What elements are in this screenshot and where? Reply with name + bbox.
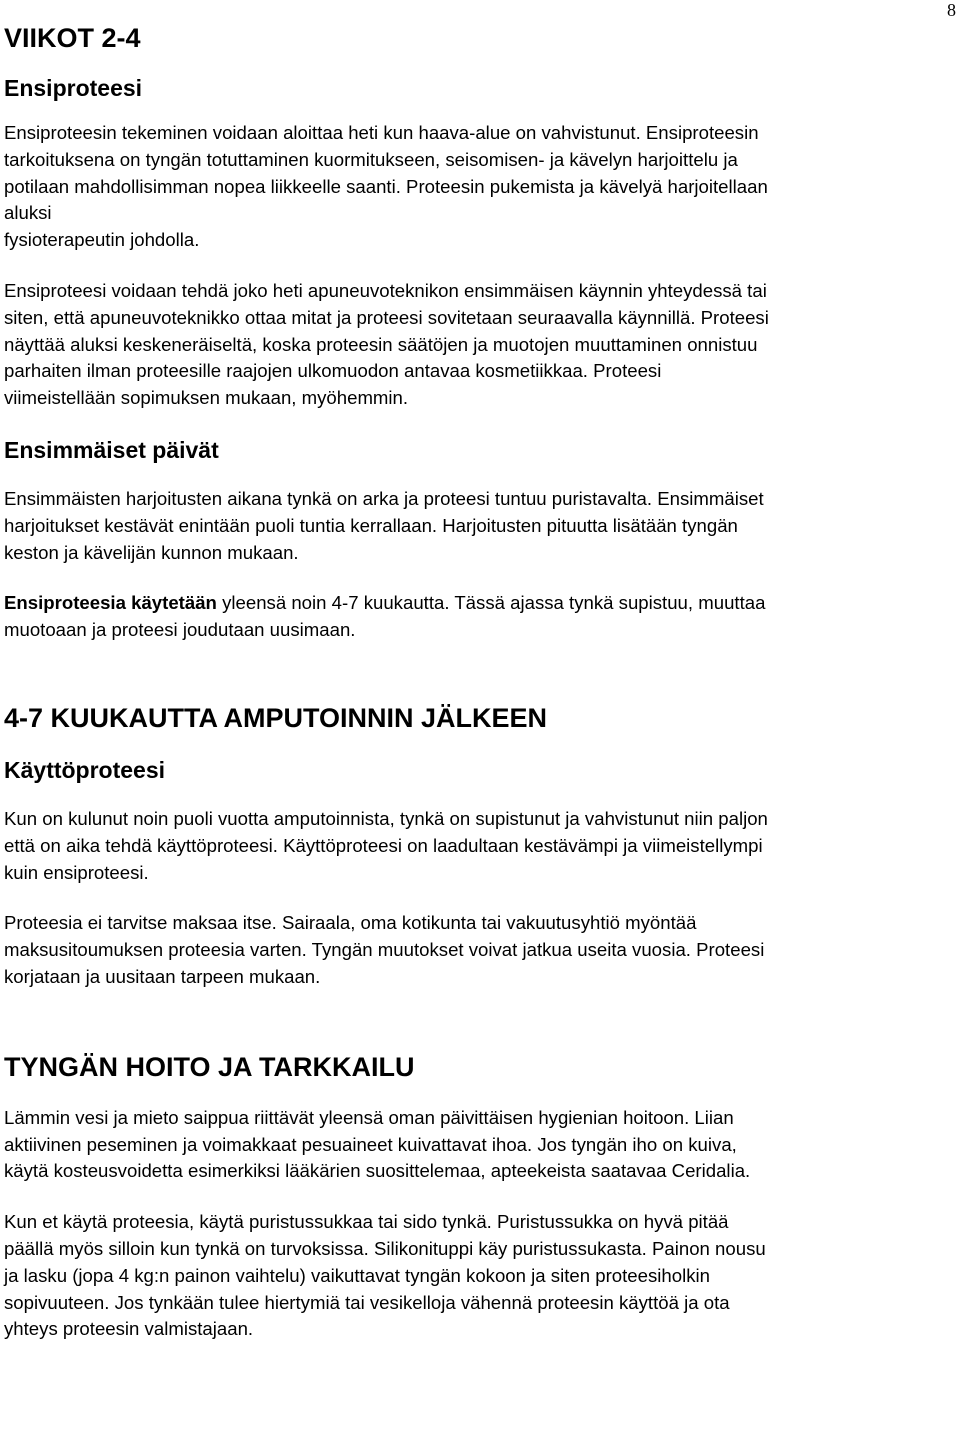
- heading-ensiproteesi: Ensiproteesi: [4, 75, 143, 101]
- paragraph-first-exercises: [4, 486, 956, 566]
- line: korjataan ja uusitaan tarpeen mukaan.: [4, 965, 321, 987]
- line: yleensä noin 4-7 kuukautta. Tässä ajassa tynkä supistuu, muuttaa: [216, 592, 766, 614]
- line: käytä kosteusvoidetta esimerkiksi lääkärien suosittelemaa, apteekeista saatavaa Ceridalia.: [4, 1160, 751, 1182]
- line: sopivuuteen. Jos tynkään tulee hiertymiä tai vesikelloja vähennä proteesin käyttöä ja ota: [4, 1291, 730, 1313]
- paragraph-payment: [4, 910, 956, 990]
- document-body: [4, 18, 956, 1343]
- line: Kun et käytä proteesia, käytä puristussukkaa tai sido tynkä. Puristussukka on hyvä pitää: [4, 1211, 729, 1233]
- line: parhaiten ilman proteesille raajojen ulkomuodon antavaa kosmetiikkaa. Proteesi: [4, 360, 662, 382]
- bold-term: Ensiproteesia: [4, 592, 126, 614]
- paragraph-kayttoproteesi: [4, 806, 956, 886]
- paragraph-ensiproteesi-duration: [4, 590, 956, 644]
- line: näyttää aluksi keskeneräiseltä, koska proteesin säätöjen ja muotojen muuttaminen onnistuu: [4, 333, 758, 355]
- line: kuin ensiproteesi.: [4, 861, 149, 883]
- line: ja lasku (jopa 4 kg:n painon vaihtelu) vaikuttavat tyngän kokoon ja siten proteesiholkin: [4, 1264, 710, 1286]
- line: Lämmin vesi ja mieto saippua riittävät yleensä oman päivittäisen hygienian hoitoon. Liian: [4, 1106, 734, 1128]
- line: Ensiproteesi voidaan tehdä joko heti apuneuvoteknikon ensimmäisen käynnin yhteydessä tai: [4, 279, 767, 301]
- line: tarkoituksena on tyngän totuttaminen kuormitukseen, seisomisen- ja kävelyn harjoittelu ja: [4, 148, 738, 170]
- line: viimeistellään sopimuksen mukaan, myöhemmin.: [4, 387, 409, 409]
- heading-kayttoproteesi: Käyttöproteesi: [4, 756, 166, 783]
- line: aluksi: [4, 202, 52, 224]
- paragraph-hygiene: [4, 1105, 956, 1185]
- heading-tyngan-hoito: TYNGÄN HOITO JA TARKKAILU: [4, 1051, 415, 1082]
- heading-ensimmaiset-paivat: Ensimmäiset päivät: [4, 436, 219, 463]
- line: Proteesia ei tarvitse maksaa itse. Sairaala, oma kotikunta tai vakuutusyhtiö myöntää: [4, 912, 697, 934]
- line: päällä myös silloin kun tynkä on turvoksissa. Silikonituppi käy puristussukasta. Painon nousu: [4, 1237, 766, 1259]
- line: potilaan mahdollisimman nopea liikkeelle saanti. Proteesin pukemista ja kävelyä harjoitellaan: [4, 175, 768, 197]
- heading-viikot: VIIKOT 2-4: [4, 23, 141, 53]
- paragraph-ensiproteesi-intro: [4, 120, 956, 254]
- bold-term: käytetään: [131, 592, 217, 614]
- line: aktiivinen peseminen ja voimakkaat pesuaineet kuivattavat ihoa. Jos tyngän iho on kuiva,: [4, 1133, 737, 1155]
- paragraph-compression: [4, 1209, 956, 1343]
- page-number: 8: [947, 0, 956, 20]
- line: harjoitukset kestävät enintään puoli tuntia kerrallaan. Harjoitusten pituutta lisätään tyngän: [4, 514, 738, 536]
- line: siten, että apuneuvoteknikko ottaa mitat ja proteesi sovitetaan seuraavalla käynnillä. Proteesi: [4, 306, 769, 328]
- line: fysioterapeutin johdolla.: [4, 229, 200, 251]
- line: muotoaan ja proteesi joudutaan uusimaan.: [4, 619, 356, 641]
- line: Ensimmäisten harjoitusten aikana tynkä on arka ja proteesi tuntuu puristavalta. Ensimmäiset: [4, 487, 764, 509]
- heading-4-7-kuukautta: 4-7 KUUKAUTTA AMPUTOINNIN JÄLKEEN: [4, 702, 548, 733]
- line: maksusitoumuksen proteesia varten. Tyngän muutokset voivat jatkua useita vuosia. Proteesi: [4, 939, 765, 961]
- line: että on aika tehdä käyttöproteesi. Käyttöproteesi on laadultaan kestävämpi ja viimeistellympi: [4, 834, 763, 856]
- line: Kun on kulunut noin puoli vuotta amputoinnista, tynkä on supistunut ja vahvistunut niin paljon: [4, 807, 768, 829]
- line: Ensiproteesin tekeminen voidaan aloittaa heti kun haava-alue on vahvistunut. Ensiproteesin: [4, 122, 759, 143]
- paragraph-ensiproteesi-fitting: [4, 278, 956, 412]
- line: yhteys proteesin valmistajaan.: [4, 1318, 254, 1340]
- line: keston ja kävelijän kunnon mukaan.: [4, 541, 299, 563]
